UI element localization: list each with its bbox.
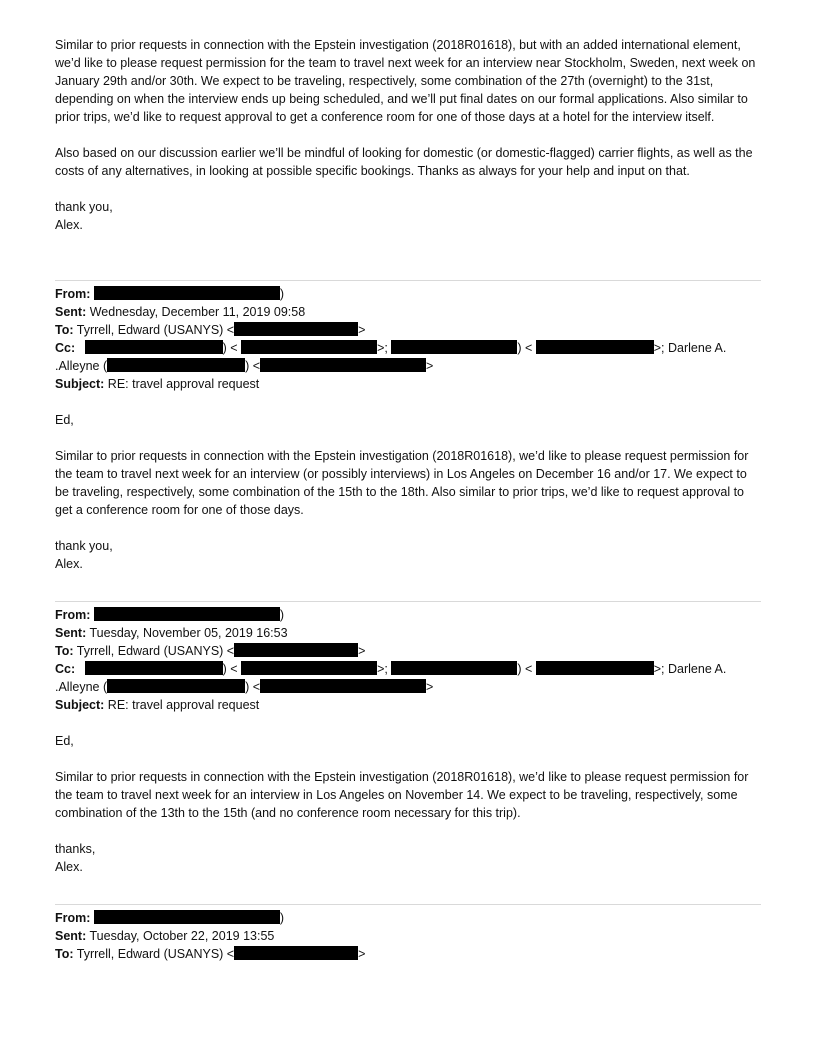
intro-paragraph-1: Similar to prior requests in connection with the Epstein investigation (2018R01618), but with an added international element, we’d like to please request permission for the team to travel next week for an interview near Stockholm, Sweden, next week on January 29th and/or 30th. We expect to be traveling, respectively, some combination of the 27th (overnight) to the 31st, depending on when the interview ends up being scheduled, and we’ll put final dates on our formal applications. Also similar to prior trips, we’d like to request approval to get a conference room for one of those days at a hotel for the interview itself. [55,38,756,124]
redaction-block [94,607,280,621]
separator-3 [55,904,761,905]
intro-closing: thank you, [55,200,113,214]
email-signature: Alex. [55,860,83,874]
redaction-block [391,661,517,675]
redaction-block [234,946,358,960]
email-thread [55,36,761,963]
to-line: To: Tyrrell, Edward (USANYS) < > [55,947,366,961]
from-line: From: ) [55,911,285,925]
sent-date: Tuesday, October 22, 2019 13:55 [89,929,275,943]
redaction-block [391,340,517,354]
subject-line: Subject: RE: travel approval request [55,698,260,712]
to-line: To: Tyrrell, Edward (USANYS) < > [55,644,366,658]
redaction-block [234,322,358,336]
redaction-block [107,679,245,693]
email-closing: thank you, [55,539,113,553]
redaction-block [260,358,426,372]
email-greeting: Ed, [55,734,74,748]
sent-date: Wednesday, December 11, 2019 09:58 [89,305,306,319]
intro-paragraph-2: Also based on our discussion earlier we’ll be mindful of looking for domestic (or domestic-flagged) carrier flights, as well as the costs of any alternatives, in looking at possible specific bookings. Thanks as always for your help and input on that. [55,146,753,178]
email-header-1 [55,285,761,393]
email-signature: Alex. [55,557,83,571]
redaction-block [241,340,377,354]
email-greeting: Ed, [55,413,74,427]
cc-line: Cc: ) < >; ) < >; Darlene A. [55,662,727,676]
redaction-block [536,340,654,354]
sent-date: Tuesday, November 05, 2019 16:53 [89,626,288,640]
separator-2 [55,601,761,602]
to-recipient: Tyrrell, Edward (USANYS) < [76,323,235,337]
email-header-2 [55,606,761,714]
from-line: From: ) [55,608,285,622]
redaction-block [536,661,654,675]
redaction-block [94,286,280,300]
email-closing: thanks, [55,842,96,856]
redaction-block [107,358,245,372]
email-body: Similar to prior requests in connection with the Epstein investigation (2018R01618), we’d like to please request permission for the team to travel next week for an interview (or possibly interviews) in Los Angeles on December 16 and/or 17. We expect to be traveling, respectively, some combination of the 15th to the 18th. Also similar to prior trips, we’d like to request approval to get a conference room for one of those days. [55,449,749,517]
to-line: To: Tyrrell, Edward (USANYS) < > [55,323,366,337]
cc-line: Cc: ) < >; ) < >; Darlene A. [55,341,727,355]
subject-line: Subject: RE: travel approval request [55,377,260,391]
redaction-block [260,679,426,693]
redaction-block [241,661,377,675]
from-line: From: ) [55,287,285,301]
intro-signature: Alex. [55,218,83,232]
cc-line-continued: .Alleyne ( ) < > [55,680,434,694]
sent-line: Sent: Tuesday, November 05, 2019 16:53 [55,626,288,640]
from-label: From: [55,287,91,301]
cc-line-continued: .Alleyne ( ) < > [55,359,434,373]
redaction-block [85,340,223,354]
redaction-block [234,643,358,657]
redaction-block [85,661,223,675]
email-body: Similar to prior requests in connection with the Epstein investigation (2018R01618), we’d like to please request permission for the team to travel next week for an interview in Los Angeles on November 14. We expect to be traveling, respectively, some combination of the 13th to the 15th (and no conference room necessary for this trip). [55,770,749,820]
email-header-3 [55,909,761,963]
to-recipient: Tyrrell, Edward (USANYS) < [76,644,235,658]
sent-line: Sent: Wednesday, December 11, 2019 09:58 [55,305,306,319]
sent-line: Sent: Tuesday, October 22, 2019 13:55 [55,929,275,943]
subject-text: RE: travel approval request [107,377,260,391]
separator-1 [55,280,761,281]
subject-text: RE: travel approval request [107,698,260,712]
to-recipient: Tyrrell, Edward (USANYS) < [76,947,235,961]
redaction-block [94,910,280,924]
